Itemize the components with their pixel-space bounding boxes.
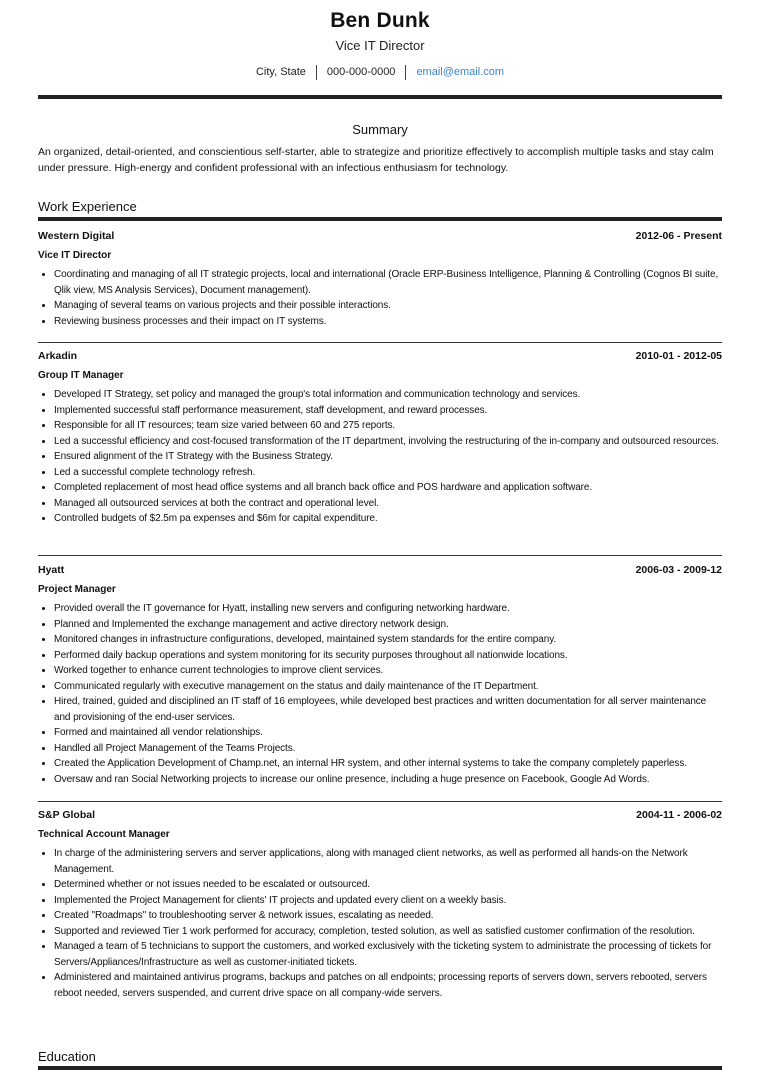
bullet-item: • Implemented the Project Management for clients' IT projects and updated every client on a weekly basis. (54, 893, 722, 909)
bullet-item: • Determined whether or not issues needed to be escalated or outsourced. (54, 877, 722, 893)
job-entry (38, 230, 722, 329)
job-entry (38, 350, 722, 527)
bullet-item: • Oversaw and ran Social Networking projects to increase our online presence, including a huge presence on Facebook, Google Ad Words. (54, 772, 722, 788)
job-dates: 2004-11 - 2006-02 (636, 809, 722, 821)
bullet-item: • Developed IT Strategy, set policy and managed the group's total information and communication technology and services. (54, 387, 722, 403)
job-divider (38, 801, 722, 802)
bullet-item: • Administered and maintained antivirus programs, backups and patches on all endpoints; processing reports of servers down, servers rebooted, servers reboot needed, servers suspended, and current drive space on all company-wide servers. (54, 970, 722, 1001)
summary-heading: Summary (352, 122, 408, 137)
job-role: Technical Account Manager (38, 829, 170, 840)
candidate-title: Vice IT Director (335, 38, 425, 53)
resume-page (38, 0, 722, 1064)
bullet-item: • Hired, trained, guided and disciplined an IT staff of 16 employees, while developed best practices and written documentation for all server maintenance and provisioning of the end-user services. (54, 694, 722, 725)
job-role: Group IT Manager (38, 370, 124, 381)
job-entry (38, 564, 722, 787)
job-dates: 2006-03 - 2009-12 (635, 564, 722, 576)
bullet-item: • Handled all Project Management of the Teams Projects. (54, 741, 722, 757)
job-dates: 2010-01 - 2012-05 (635, 350, 722, 362)
bullet-item: • Formed and maintained all vendor relationships. (54, 725, 722, 741)
education-divider (38, 1066, 722, 1070)
bullet-item: • Communicated regularly with executive management on the status and daily maintenance of the IT Department. (54, 679, 722, 695)
contact-line (38, 65, 722, 80)
bullet-item: • Completed replacement of most head office systems and all branch back office and POS hardware and application software. (54, 480, 722, 496)
bullet-item: • Led a successful efficiency and cost-focused transformation of the IT department, involving the restructuring of the in-company and outsourced resources. (54, 434, 722, 450)
job-header (38, 564, 722, 577)
summary-text: An organized, detail-oriented, and conscientious self-starter, able to strategize and prioritize effectively to accomplish multiple tasks and stay calm under pressure. High-energy and confident professional with an infectious enthusiasm for technology. (38, 146, 714, 174)
bullet-item: • Managed a team of 5 technicians to support the customers, and worked exclusively with the ticketing system to administrate the processing of tickets for Servers/Appliances/Infrastructure as well as customer-initiated tickets. (54, 939, 722, 970)
candidate-name: Ben Dunk (330, 9, 430, 32)
header-divider (38, 95, 722, 99)
job-header (38, 350, 722, 363)
work-experience-divider (38, 217, 722, 221)
job-bullets (38, 387, 722, 527)
bullet-item: • Implemented successful staff performance measurement, staff development, and reward processes. (54, 403, 722, 419)
job-dates: 2012-06 - Present (635, 230, 722, 242)
job-bullets (38, 267, 722, 329)
company-name: Western Digital (38, 230, 115, 242)
bullet-item: • Worked together to enhance current technologies to improve client services. (54, 663, 722, 679)
job-bullets (38, 601, 722, 787)
company-name: S&P Global (38, 809, 95, 821)
job-header (38, 809, 722, 822)
location-text: City, State (255, 66, 306, 78)
bullet-item: • Monitored changes in infrastructure configurations, developed, maintained system standards for the entire company. (54, 632, 722, 648)
bullet-item: • Provided overall the IT governance for Hyatt, installing new servers and configuring networking hardware. (54, 601, 722, 617)
job-divider (38, 342, 722, 343)
job-role: Project Manager (38, 584, 116, 595)
company-name: Hyatt (38, 564, 65, 576)
bullet-item: • Responsible for all IT resources; team size varied between 60 and 275 reports. (54, 418, 722, 434)
bullet-item: • Created "Roadmaps" to troubleshooting server & network issues, escalating as needed. (54, 908, 722, 924)
bullet-item: • Created the Application Development of Champ.net, an internal HR system, and other internal systems to take the company completely paperless. (54, 756, 722, 772)
education-heading: Education (38, 1049, 96, 1064)
bullet-item: • Coordinating and managing of all IT strategic projects, local and international (Oracle ERP-Business Intelligence, Planning & Controlling (Cognos BI suite, Qlik view, MS Analysis Services), Document management). (54, 267, 722, 298)
job-divider (38, 555, 722, 556)
job-bullets (38, 846, 722, 1001)
work-experience-heading: Work Experience (38, 199, 137, 214)
job-entry (38, 809, 722, 1001)
phone-text: 000-000-0000 (326, 66, 396, 78)
bullet-item: • Ensured alignment of the IT Strategy with the Business Strategy. (54, 449, 722, 465)
bullet-item: • Reviewing business processes and their impact on IT systems. (54, 314, 722, 330)
bullet-item: • In charge of the administering servers and server applications, along with managed client networks, as well as performed all hands-on the Network Management. (54, 846, 722, 877)
company-name: Arkadin (38, 350, 78, 362)
email-link[interactable]: email@email.com (416, 66, 505, 78)
bullet-item: • Led a successful complete technology refresh. (54, 465, 722, 481)
bullet-item: • Performed daily backup operations and system monitoring for its security purposes throughout all nationwide locations. (54, 648, 722, 664)
bullet-item: • Supported and reviewed Tier 1 work performed for accuracy, completion, tested solution, as well as satisfied customer confirmation of the resolution. (54, 924, 722, 940)
bullet-item: • Controlled budgets of $2.5m pa expenses and $6m for capital expenditure. (54, 511, 722, 527)
job-role: Vice IT Director (38, 250, 112, 261)
bullet-item: • Managing of several teams on various projects and their possible interactions. (54, 298, 722, 314)
job-header (38, 230, 722, 243)
bullet-item: • Managed all outsourced services at both the contract and operational level. (54, 496, 722, 512)
bullet-item: • Planned and Implemented the exchange management and active directory network design. (54, 617, 722, 633)
